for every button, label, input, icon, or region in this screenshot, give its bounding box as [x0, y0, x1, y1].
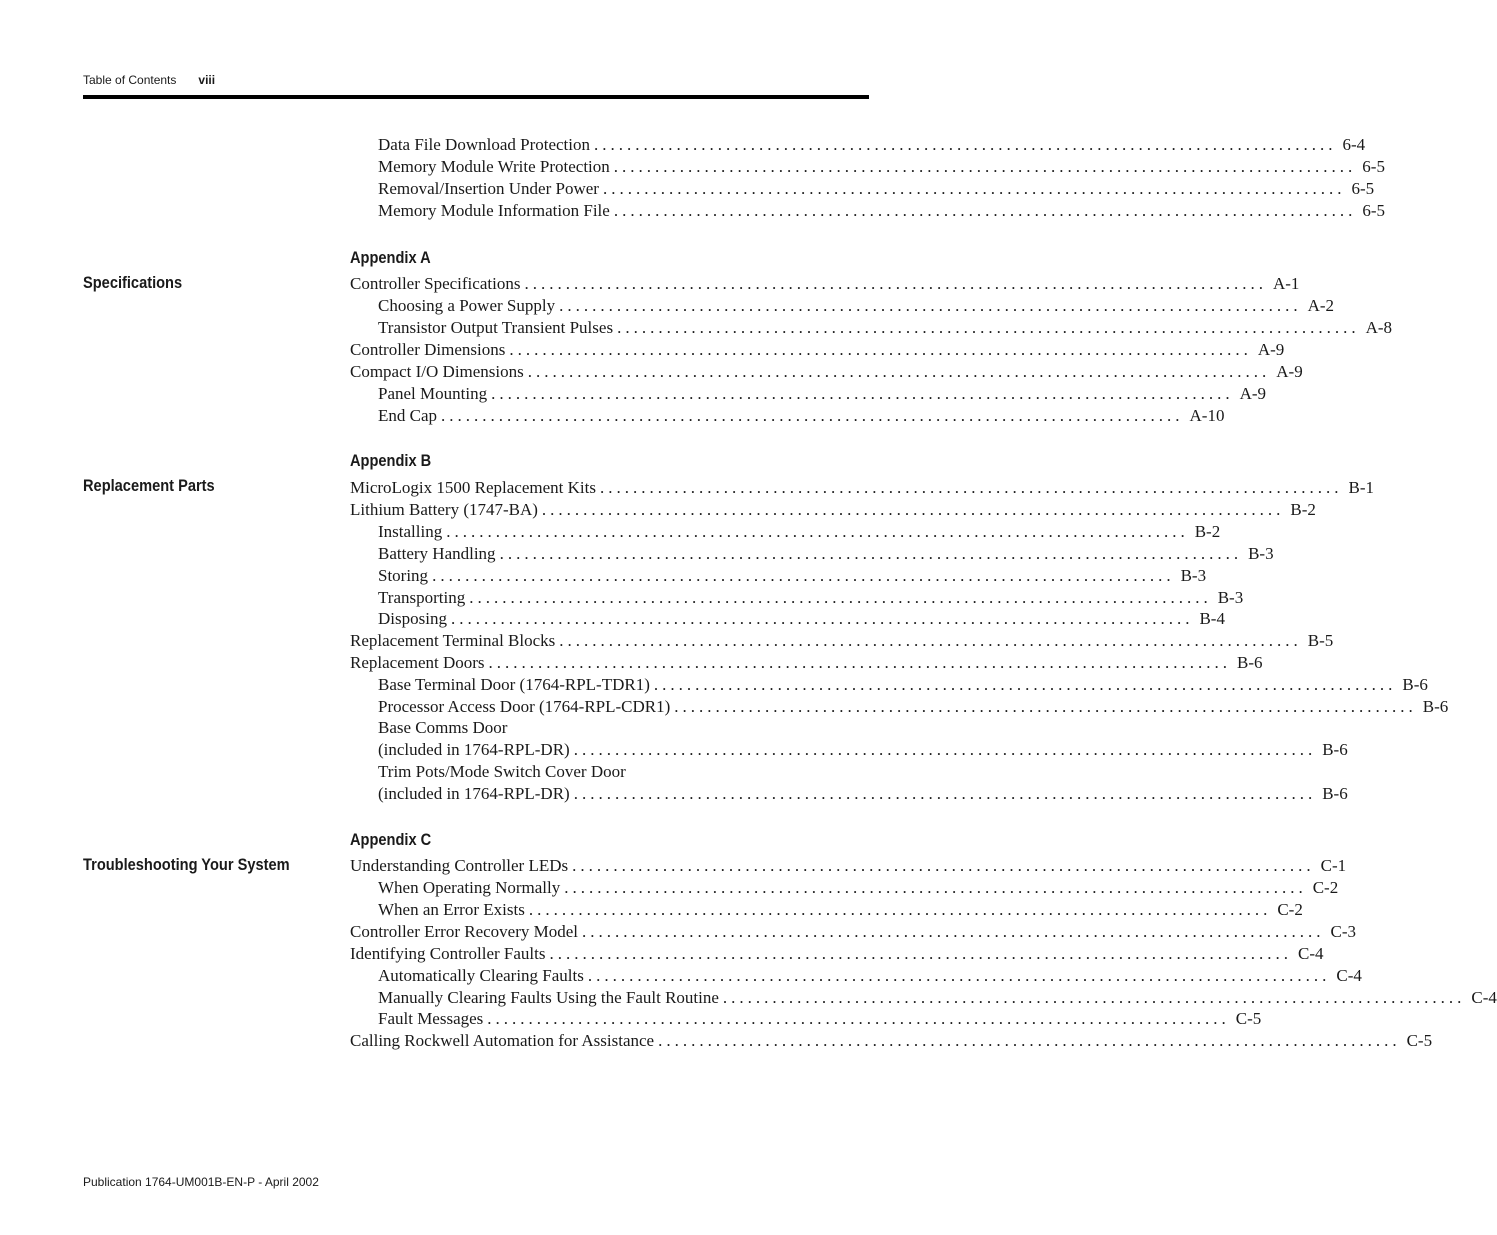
toc-entry-page: B-6 — [1322, 740, 1348, 759]
toc-entry[interactable] — [350, 361, 1303, 383]
toc-entry-title: Data File Download Protection — [378, 135, 590, 154]
toc-leader: .......................................................................................... — [469, 588, 1212, 607]
page-footer: Publication 1764-UM001B-EN-P - April 2002 — [83, 1175, 319, 1189]
toc-leader: .......................................................................................... — [488, 653, 1232, 672]
toc-entry-page: C-1 — [1320, 856, 1347, 875]
toc-leader: .......................................................................................... — [446, 522, 1189, 541]
toc-leader: .......................................................................................... — [617, 318, 1360, 337]
toc-leader: .......................................................................................... — [528, 900, 1272, 919]
toc-entry-page: 6-4 — [1342, 135, 1366, 154]
section-title: Troubleshooting Your System — [83, 855, 290, 874]
toc-entry-page: C-4 — [1336, 966, 1362, 985]
toc-entry-title: Installing — [378, 522, 443, 541]
toc-entry[interactable] — [350, 499, 1316, 521]
toc-entry-page: A-9 — [1276, 362, 1303, 381]
toc-entry[interactable] — [350, 1030, 1433, 1052]
toc-leader: .......................................................................................... — [594, 135, 1337, 154]
toc-entry-page: C-2 — [1277, 900, 1303, 919]
toc-entry-title: Controller Dimensions — [350, 340, 506, 359]
toc-entry[interactable] — [378, 134, 1366, 156]
toc-entry-title: Fault Messages — [378, 1009, 484, 1028]
toc-entry-page: B-3 — [1180, 566, 1207, 585]
toc-entry-page: A-1 — [1272, 274, 1300, 293]
toc-entry-title: Lithium Battery (1747-BA) — [350, 500, 538, 519]
toc-entry-title: Choosing a Power Supply — [378, 296, 556, 315]
toc-entry-title: Manually Clearing Faults Using the Fault Routine — [378, 988, 719, 1007]
toc-entry[interactable] — [378, 1008, 1262, 1030]
toc-entry-page: A-9 — [1239, 384, 1267, 403]
toc-entry-title: End Cap — [378, 406, 438, 425]
toc-entry[interactable] — [378, 696, 1449, 718]
toc-entry[interactable] — [378, 987, 1497, 1009]
toc-entry-title: Understanding Controller LEDs — [350, 856, 569, 875]
toc-entry-title: Disposing — [378, 609, 447, 628]
toc-entry-title: Automatically Clearing Faults — [378, 966, 584, 985]
toc-leader: .......................................................................................... — [549, 944, 1292, 963]
running-header — [83, 73, 215, 87]
toc-leader: .......................................................................................... — [582, 922, 1325, 941]
toc-leader: .......................................................................................... — [559, 631, 1302, 650]
toc-entry-title: When Operating Normally — [378, 878, 561, 897]
toc-entry-page: A-10 — [1189, 406, 1225, 425]
toc-entry-title: When an Error Exists — [378, 900, 525, 919]
toc-entry[interactable] — [350, 652, 1263, 674]
toc-entry-continuation: (included in 1764-RPL-DR) — [378, 784, 570, 803]
toc-leader: .......................................................................................... — [602, 179, 1346, 198]
toc-entry[interactable] — [350, 339, 1285, 361]
header-rule — [83, 95, 869, 99]
appendix-heading: Appendix C — [350, 830, 432, 849]
toc-entry-continuation: (included in 1764-RPL-DR) — [378, 740, 570, 759]
section-title: Replacement Parts — [83, 476, 215, 495]
toc-entry-title: Transistor Output Transient Pulses — [378, 318, 614, 337]
toc-entry-title: Replacement Terminal Blocks — [350, 631, 556, 650]
header-section: Table of Contents — [83, 73, 177, 87]
toc-entry-title: Replacement Doors — [350, 653, 485, 672]
toc-entry-title: Memory Module Information File — [378, 201, 610, 220]
toc-entry[interactable] — [350, 273, 1300, 295]
toc-entry-page: C-4 — [1297, 944, 1324, 963]
toc-entry-page: B-2 — [1194, 522, 1221, 541]
toc-entry-title[interactable]: Trim Pots/Mode Switch Cover Door — [378, 762, 626, 781]
toc-entry[interactable] — [378, 565, 1207, 587]
toc-entry-page: B-6 — [1402, 675, 1428, 694]
toc-entry[interactable] — [350, 943, 1324, 965]
toc-leader: .......................................................................................... — [527, 362, 1271, 381]
appendix-heading: Appendix B — [350, 451, 432, 470]
toc-entry-title: Panel Mounting — [378, 384, 488, 403]
toc-entry[interactable] — [378, 405, 1225, 427]
toc-entry[interactable] — [350, 921, 1357, 943]
toc-entry-page: 6-5 — [1362, 201, 1385, 220]
toc-entry-title: Battery Handling — [378, 544, 496, 563]
toc-entry-page: C-3 — [1330, 922, 1357, 941]
toc-entry-page: B-1 — [1348, 478, 1374, 497]
toc-entry-title: Removal/Insertion Under Power — [378, 179, 599, 198]
header-page-number: viii — [198, 73, 216, 87]
toc-leader: .......................................................................................... — [487, 1009, 1230, 1028]
toc-leader: .......................................................................................... — [541, 500, 1285, 519]
toc-entry-page: B-6 — [1422, 697, 1449, 716]
toc-leader: .......................................................................................... — [499, 544, 1243, 563]
toc-leader: .......................................................................................... — [573, 784, 1317, 803]
toc-entry[interactable] — [378, 587, 1244, 609]
section-title: Specifications — [83, 273, 183, 292]
toc-entry-title: Identifying Controller Faults — [350, 944, 546, 963]
toc-leader: .......................................................................................... — [572, 856, 1315, 875]
toc-leader: .......................................................................................... — [573, 740, 1317, 759]
toc-entry-title: Controller Error Recovery Model — [350, 922, 579, 941]
toc-entry-page: C-2 — [1312, 878, 1339, 897]
toc-leader: .......................................................................................... — [599, 478, 1343, 497]
toc-entry[interactable] — [378, 178, 1375, 200]
toc-leader: .......................................................................................... — [564, 878, 1307, 897]
toc-leader: .......................................................................................... — [559, 296, 1302, 315]
toc-leader: .......................................................................................... — [441, 406, 1184, 425]
toc-entry-title: Compact I/O Dimensions — [350, 362, 524, 381]
toc-entry[interactable] — [378, 899, 1303, 921]
toc-leader: .......................................................................................... — [722, 988, 1466, 1007]
toc-entry-page: C-5 — [1406, 1031, 1433, 1050]
toc-leader: .......................................................................................... — [658, 1031, 1401, 1050]
toc-entry-page: A-2 — [1307, 296, 1335, 315]
toc-entry[interactable] — [350, 477, 1374, 499]
toc-entry[interactable] — [378, 317, 1393, 339]
toc-entry-title: Controller Specifications — [350, 274, 521, 293]
toc-entry-page: B-5 — [1307, 631, 1334, 650]
appendix-heading: Appendix A — [350, 248, 431, 267]
toc-leader: .......................................................................................... — [432, 566, 1175, 585]
toc-entry[interactable] — [378, 200, 1385, 222]
toc-leader: .......................................................................................... — [450, 609, 1194, 628]
toc-entry[interactable] — [378, 383, 1267, 405]
toc-leader: .......................................................................................... — [674, 697, 1417, 716]
toc-entry-title: Base Terminal Door (1764-RPL-TDR1) — [378, 675, 650, 694]
toc-leader: .......................................................................................... — [653, 675, 1397, 694]
toc-entry[interactable] — [378, 674, 1428, 696]
toc-entry-page: B-3 — [1217, 588, 1244, 607]
toc-entry[interactable] — [350, 855, 1347, 877]
toc-entry-title: Transporting — [378, 588, 466, 607]
toc-entry-title: Processor Access Door (1764-RPL-CDR1) — [378, 697, 671, 716]
toc-entry[interactable] — [378, 608, 1225, 630]
toc-entry-page: B-4 — [1199, 609, 1225, 628]
toc-leader: .......................................................................................... — [587, 966, 1331, 985]
toc-entry[interactable] — [350, 630, 1334, 652]
toc-entry-title: Calling Rockwell Automation for Assistance — [350, 1031, 655, 1050]
toc-entry-page: B-3 — [1248, 544, 1274, 563]
toc-entry[interactable] — [378, 521, 1221, 543]
toc-entry[interactable] — [378, 543, 1274, 565]
toc-entry-page: 6-5 — [1362, 157, 1385, 176]
toc-leader: .......................................................................................... — [509, 340, 1252, 359]
toc-entry[interactable] — [378, 295, 1335, 317]
toc-entry-page: C-4 — [1471, 988, 1497, 1007]
toc-entry-page: B-6 — [1322, 784, 1348, 803]
toc-entry[interactable] — [378, 877, 1339, 899]
toc-entry-page: A-8 — [1365, 318, 1393, 337]
toc-leader: .......................................................................................... — [524, 274, 1267, 293]
toc-entry[interactable] — [378, 156, 1385, 178]
toc-leader: .......................................................................................... — [613, 201, 1357, 220]
toc-entry[interactable] — [378, 739, 1348, 761]
toc-leader: .......................................................................................... — [491, 384, 1234, 403]
toc-entry-title: MicroLogix 1500 Replacement Kits — [350, 478, 596, 497]
toc-entry-title[interactable]: Base Comms Door — [378, 718, 508, 737]
toc-leader: .......................................................................................... — [613, 157, 1357, 176]
toc-entry-page: A-9 — [1257, 340, 1285, 359]
toc-entry-page: B-6 — [1237, 653, 1263, 672]
toc-entry-page: B-2 — [1290, 500, 1316, 519]
toc-entry-page: C-5 — [1235, 1009, 1262, 1028]
toc-entry[interactable] — [378, 783, 1348, 805]
toc-entry-title: Memory Module Write Protection — [378, 157, 610, 176]
toc-entry-page: 6-5 — [1351, 179, 1375, 198]
toc-entry-title: Storing — [378, 566, 429, 585]
toc-entry[interactable] — [378, 965, 1362, 987]
